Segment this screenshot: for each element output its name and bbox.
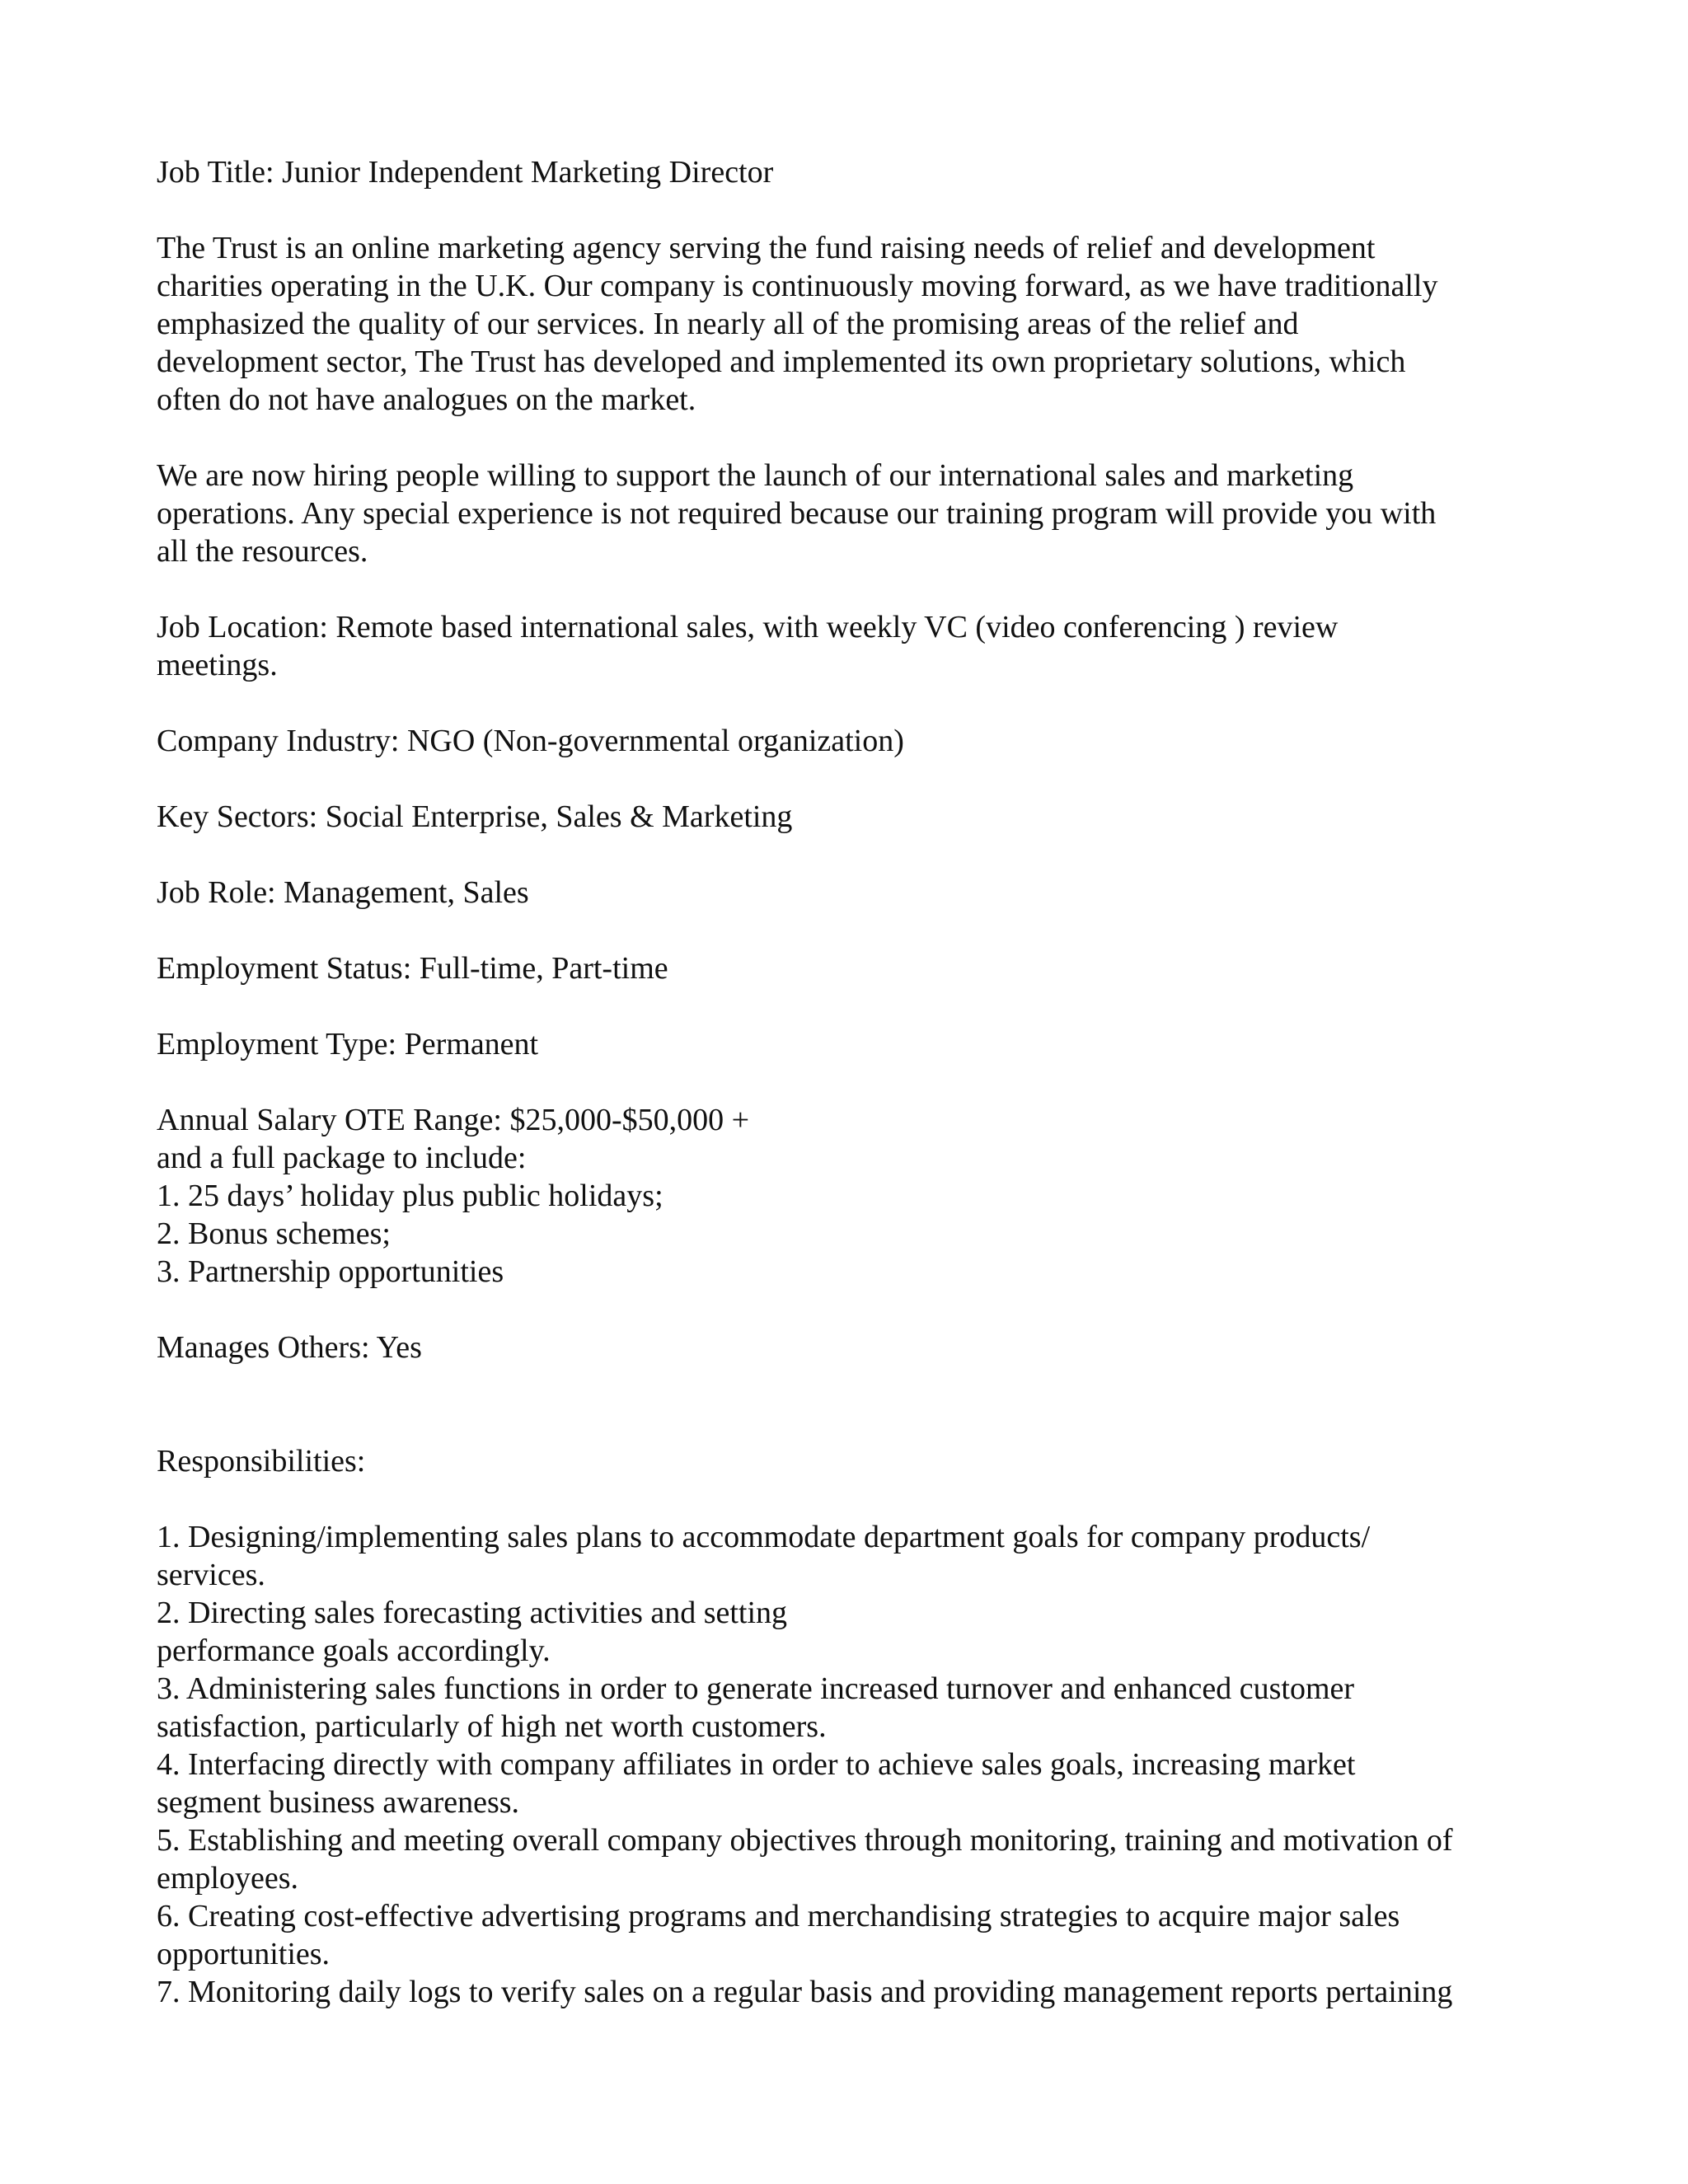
- job-location-line: Job Location: Remote based international sales, with weekly VC (video conferencing ) review: [157, 610, 1339, 644]
- hiring-paragraph: [157, 457, 1541, 570]
- responsibilities-heading: Responsibilities:: [157, 1444, 366, 1479]
- responsibilities-list: [157, 1518, 1541, 2011]
- spacer: [157, 836, 1541, 874]
- spacer: [157, 1063, 1541, 1101]
- job-role: Job Role: Management, Sales: [157, 875, 529, 910]
- salary-line: Annual Salary OTE Range: $25,000-$50,000 +: [157, 1103, 750, 1137]
- hiring-line: all the resources.: [157, 534, 368, 569]
- responsibility-line: 5. Establishing and meeting overall company objectives through monitoring, training and motivation of: [157, 1823, 1453, 1858]
- responsibility-line: performance goals accordingly.: [157, 1633, 551, 1668]
- spacer: [157, 1480, 1541, 1518]
- intro-line: emphasized the quality of our services. In nearly all of the promising areas of the relief and: [157, 307, 1299, 341]
- responsibility-line: 3. Administering sales functions in order to generate increased turnover and enhanced customer: [157, 1671, 1355, 1706]
- intro-line: development sector, The Trust has developed and implemented its own proprietary solutions, which: [157, 344, 1406, 379]
- employment-type: Employment Type: Permanent: [157, 1027, 539, 1062]
- salary-section: [157, 1101, 1541, 1291]
- employment-status: Employment Status: Full-time, Part-time: [157, 951, 668, 986]
- responsibility-line: services.: [157, 1558, 265, 1592]
- spacer: [157, 987, 1541, 1025]
- responsibility-line: 4. Interfacing directly with company affiliates in order to achieve sales goals, increasing market: [157, 1747, 1356, 1782]
- hiring-line: operations. Any special experience is not required because our training program will provide you with: [157, 496, 1437, 531]
- responsibility-line: 1. Designing/implementing sales plans to accommodate department goals for company products/: [157, 1520, 1371, 1554]
- intro-line: charities operating in the U.K. Our company is continuously moving forward, as we have traditionally: [157, 269, 1438, 303]
- hiring-line: We are now hiring people willing to support the launch of our international sales and marketing: [157, 458, 1354, 493]
- spacer: [157, 912, 1541, 949]
- salary-line: 3. Partnership opportunities: [157, 1254, 504, 1289]
- salary-line: 1. 25 days’ holiday plus public holidays;: [157, 1179, 663, 1213]
- intro-paragraph: [157, 229, 1541, 419]
- job-location-line: meetings.: [157, 648, 278, 682]
- responsibility-line: satisfaction, particularly of high net worth customers.: [157, 1709, 827, 1744]
- responsibility-line: segment business awareness.: [157, 1785, 520, 1820]
- manages-others: Manages Others: Yes: [157, 1330, 422, 1365]
- document-body: [157, 153, 1541, 2011]
- responsibility-line: employees.: [157, 1861, 299, 1896]
- job-title: Job Title: Junior Independent Marketing Director: [157, 155, 774, 190]
- key-sectors: Key Sectors: Social Enterprise, Sales & Marketing: [157, 799, 793, 834]
- spacer: [157, 1291, 1541, 1329]
- responsibility-line: 6. Creating cost-effective advertising programs and merchandising strategies to acquire major sales: [157, 1899, 1400, 1933]
- spacer: [157, 191, 1541, 229]
- spacer: [157, 419, 1541, 457]
- spacer: [157, 570, 1541, 608]
- job-location: [157, 608, 1541, 684]
- responsibility-line: 2. Directing sales forecasting activities and setting: [157, 1596, 788, 1630]
- company-industry: Company Industry: NGO (Non-governmental organization): [157, 724, 904, 758]
- spacer: [157, 1366, 1541, 1442]
- responsibility-line: 7. Monitoring daily logs to verify sales on a regular basis and providing management reports pertaining: [157, 1975, 1453, 2009]
- spacer: [157, 760, 1541, 798]
- intro-line: The Trust is an online marketing agency serving the fund raising needs of relief and development: [157, 231, 1376, 265]
- salary-line: 2. Bonus schemes;: [157, 1216, 391, 1251]
- intro-line: often do not have analogues on the market.: [157, 382, 696, 417]
- responsibility-line: opportunities.: [157, 1937, 331, 1971]
- spacer: [157, 684, 1541, 722]
- salary-line: and a full package to include:: [157, 1141, 527, 1175]
